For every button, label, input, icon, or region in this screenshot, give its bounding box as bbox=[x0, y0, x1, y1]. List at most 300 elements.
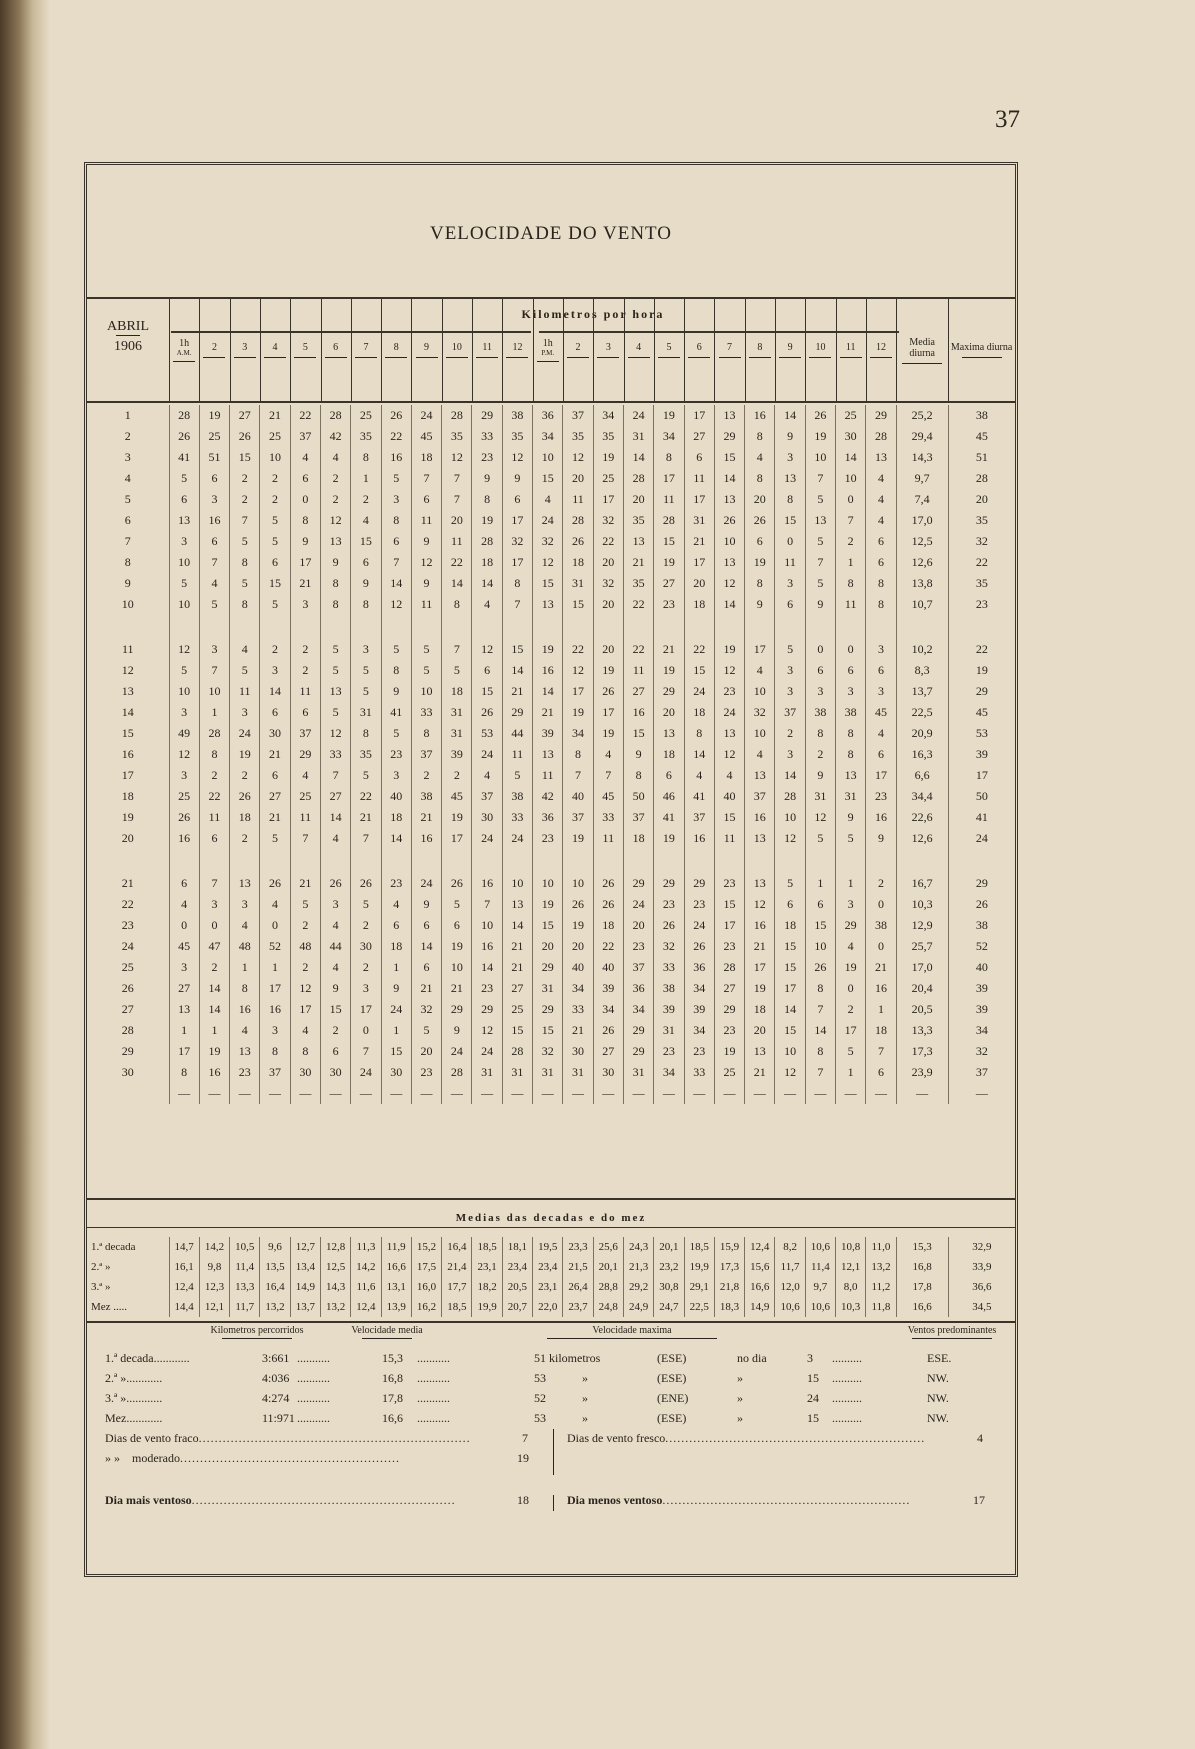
hour-value-cell: 29 bbox=[654, 681, 684, 702]
hour-value-cell: 6 bbox=[442, 915, 472, 936]
hour-value-cell: 21 bbox=[745, 936, 775, 957]
hour-value-cell: 28 bbox=[654, 510, 684, 531]
maxima-cell: 41 bbox=[948, 807, 1015, 828]
hour-value-cell: 11 bbox=[563, 489, 593, 510]
summary-label: Mez............ bbox=[105, 1411, 163, 1425]
hour-value-cell: 14 bbox=[805, 1020, 835, 1041]
hour-value-cell: 18 bbox=[745, 999, 775, 1020]
dash-cell: — bbox=[805, 1083, 835, 1104]
means-value-cell: 13,5 bbox=[260, 1257, 290, 1277]
summary-vento: NW. bbox=[927, 1391, 949, 1405]
hour-value-cell: 6 bbox=[836, 660, 866, 681]
hour-value-cell: 14 bbox=[775, 765, 805, 786]
hour-value-cell: 29 bbox=[472, 999, 502, 1020]
hour-value-cell: 8 bbox=[805, 978, 835, 999]
hour-value-cell: 13 bbox=[745, 1041, 775, 1062]
gap-cell bbox=[563, 849, 593, 873]
hour-value-cell: 3 bbox=[169, 957, 199, 978]
media-cell: 20,9 bbox=[896, 723, 948, 744]
means-value-cell: 11,0 bbox=[866, 1237, 896, 1257]
hour-value-cell: 25 bbox=[714, 1062, 744, 1083]
means-value-cell: 23,4 bbox=[533, 1257, 563, 1277]
hour-value-cell: 27 bbox=[502, 978, 532, 999]
hour-value-cell: 29 bbox=[623, 1041, 653, 1062]
hour-column-header bbox=[351, 299, 381, 401]
hour-value-cell: 14 bbox=[533, 681, 563, 702]
hour-value-cell: 1 bbox=[836, 873, 866, 894]
am-label: A.M. bbox=[176, 349, 192, 357]
media-cell: 10,3 bbox=[896, 894, 948, 915]
hour-value-cell: 7 bbox=[866, 1041, 896, 1062]
media-cell: 25,7 bbox=[896, 936, 948, 957]
hour-label: 9 bbox=[424, 342, 430, 353]
hour-label: 3 bbox=[605, 342, 611, 353]
hour-value-cell: 4 bbox=[320, 957, 350, 978]
gap-cell bbox=[411, 615, 441, 639]
hour-label: 1h bbox=[179, 338, 190, 349]
gap-cell bbox=[714, 615, 744, 639]
hour-value-cell: 11 bbox=[290, 807, 320, 828]
hour-value-cell: 20 bbox=[684, 573, 714, 594]
hour-value-cell: 12 bbox=[563, 660, 593, 681]
hour-value-cell: 6 bbox=[502, 489, 532, 510]
hour-value-cell: 2 bbox=[442, 765, 472, 786]
hour-value-cell: 26 bbox=[320, 873, 350, 894]
hour-value-cell: 16 bbox=[472, 936, 502, 957]
hour-value-cell: 31 bbox=[472, 1062, 502, 1083]
maxima-cell: 20 bbox=[948, 489, 1015, 510]
gap-cell bbox=[745, 849, 775, 873]
hour-value-cell: 40 bbox=[563, 786, 593, 807]
hour-value-cell: 11 bbox=[684, 468, 714, 489]
hour-value-cell: 2 bbox=[290, 915, 320, 936]
hour-value-cell: 5 bbox=[351, 894, 381, 915]
hour-value-cell: 27 bbox=[230, 405, 260, 426]
hour-value-cell: 18 bbox=[381, 936, 411, 957]
hour-label: 7 bbox=[727, 342, 733, 353]
hour-value-cell: 22 bbox=[593, 936, 623, 957]
table-row bbox=[87, 510, 1015, 531]
hour-value-cell: 10 bbox=[775, 1041, 805, 1062]
hour-value-cell: 29 bbox=[684, 873, 714, 894]
means-media-cell: 16,8 bbox=[896, 1257, 948, 1277]
day-cell: 22 bbox=[121, 897, 134, 911]
hour-value-cell: 25 bbox=[502, 999, 532, 1020]
summary-dots: .......... bbox=[832, 1371, 862, 1385]
hour-value-cell: 23 bbox=[714, 873, 744, 894]
hour-value-cell: 6 bbox=[775, 594, 805, 615]
gap-cell bbox=[775, 615, 805, 639]
hour-value-cell: 9 bbox=[866, 828, 896, 849]
kilometros-por-hora-label: Kilometros por hora bbox=[521, 307, 665, 321]
hour-value-cell: 5 bbox=[805, 828, 835, 849]
hour-value-cell: 11 bbox=[411, 510, 441, 531]
hour-value-cell: 3 bbox=[836, 681, 866, 702]
hour-value-cell: 13 bbox=[623, 531, 653, 552]
means-value-cell: 21,8 bbox=[714, 1277, 744, 1297]
means-value-cell: 20,5 bbox=[502, 1277, 532, 1297]
hour-value-cell: 35 bbox=[502, 426, 532, 447]
hour-value-cell: 19 bbox=[593, 723, 623, 744]
hour-value-cell: 0 bbox=[836, 489, 866, 510]
hour-value-cell: 19 bbox=[654, 660, 684, 681]
dash-cell: — bbox=[654, 1083, 684, 1104]
table-row bbox=[87, 426, 1015, 447]
table-row bbox=[87, 765, 1015, 786]
means-value-cell: 21,5 bbox=[563, 1257, 593, 1277]
summary-unit: » bbox=[582, 1371, 588, 1385]
hour-value-cell: 46 bbox=[654, 786, 684, 807]
hour-value-cell: 15 bbox=[351, 531, 381, 552]
means-label: 2.ª » bbox=[91, 1261, 111, 1273]
hour-value-cell: 35 bbox=[623, 573, 653, 594]
hour-value-cell: 8 bbox=[411, 723, 441, 744]
means-value-cell: 14,3 bbox=[320, 1277, 350, 1297]
means-bar bbox=[87, 1227, 1015, 1228]
hour-value-cell: 21 bbox=[502, 681, 532, 702]
hour-value-cell: 32 bbox=[411, 999, 441, 1020]
means-value-cell: 18,2 bbox=[472, 1277, 502, 1297]
hour-value-cell: 8 bbox=[866, 594, 896, 615]
gap-cell bbox=[866, 849, 896, 873]
summary-dia: 24 bbox=[807, 1391, 819, 1405]
footer-moderado-value: 19 bbox=[517, 1451, 529, 1465]
gap-cell bbox=[623, 615, 653, 639]
hour-value-cell: 10 bbox=[745, 723, 775, 744]
hour-value-cell: 28 bbox=[199, 723, 229, 744]
summary-dir: (ESE) bbox=[657, 1351, 687, 1365]
hour-value-cell: 21 bbox=[623, 552, 653, 573]
hour-label: 1h bbox=[542, 338, 553, 349]
hour-value-cell: 4 bbox=[320, 828, 350, 849]
hour-label: 4 bbox=[636, 342, 642, 353]
hour-value-cell: 1 bbox=[381, 1020, 411, 1041]
footer-mais-ventoso: Dia mais ventoso.................................................................. bbox=[105, 1493, 456, 1507]
hour-value-cell: 18 bbox=[381, 807, 411, 828]
hour-value-cell: 6 bbox=[411, 957, 441, 978]
dash-cell: — bbox=[623, 1083, 653, 1104]
hour-value-cell: 14 bbox=[775, 999, 805, 1020]
gap-cell bbox=[623, 849, 653, 873]
hour-value-cell: 39 bbox=[533, 723, 563, 744]
means-value-cell: 12,8 bbox=[320, 1237, 350, 1257]
gap-cell bbox=[533, 615, 563, 639]
hour-value-cell: 26 bbox=[260, 873, 290, 894]
dash-cell: — bbox=[948, 1083, 1015, 1104]
hour-value-cell: 28 bbox=[320, 405, 350, 426]
hour-value-cell: 22 bbox=[563, 639, 593, 660]
hour-value-cell: 10 bbox=[169, 681, 199, 702]
hour-value-cell: 10 bbox=[805, 936, 835, 957]
dash-cell: — bbox=[442, 1083, 472, 1104]
hour-column-header bbox=[745, 299, 775, 401]
hour-value-cell: 8 bbox=[381, 660, 411, 681]
hour-value-cell: 4 bbox=[230, 915, 260, 936]
means-maxima-cell: 32,9 bbox=[948, 1237, 1015, 1257]
hour-value-cell: 4 bbox=[714, 765, 744, 786]
day-cell: 6 bbox=[124, 513, 131, 527]
dash-row bbox=[87, 1083, 1015, 1104]
hour-value-cell: 24 bbox=[442, 1041, 472, 1062]
means-value-cell: 12,1 bbox=[836, 1257, 866, 1277]
hour-value-cell: 16 bbox=[230, 999, 260, 1020]
hour-value-cell: 15 bbox=[533, 1020, 563, 1041]
hour-value-cell: 0 bbox=[836, 639, 866, 660]
dash-cell: — bbox=[896, 1083, 948, 1104]
hour-value-cell: 10 bbox=[169, 552, 199, 573]
hour-value-cell: 6 bbox=[169, 873, 199, 894]
day-cell: 5 bbox=[124, 492, 131, 506]
hour-value-cell: 8 bbox=[805, 723, 835, 744]
hour-value-cell: 16 bbox=[260, 999, 290, 1020]
page-title: VELOCIDADE DO VENTO bbox=[429, 223, 673, 244]
dash-cell: — bbox=[169, 1083, 199, 1104]
hour-value-cell: 26 bbox=[472, 702, 502, 723]
hour-value-cell: 1 bbox=[230, 957, 260, 978]
hour-column-header bbox=[775, 299, 805, 401]
gap-cell bbox=[320, 849, 350, 873]
hour-column-header bbox=[442, 299, 472, 401]
hour-value-cell: 20 bbox=[745, 1020, 775, 1041]
maxima-cell: 39 bbox=[948, 999, 1015, 1020]
maxima-cell: 29 bbox=[948, 873, 1015, 894]
hour-value-cell: 17 bbox=[502, 510, 532, 531]
gap-cell bbox=[411, 849, 441, 873]
hour-value-cell: 8 bbox=[745, 426, 775, 447]
hour-value-cell: 2 bbox=[351, 957, 381, 978]
means-value-cell: 12,0 bbox=[775, 1277, 805, 1297]
hour-value-cell: 3 bbox=[775, 744, 805, 765]
hour-value-cell: 12 bbox=[775, 1062, 805, 1083]
hour-value-cell: 3 bbox=[290, 594, 320, 615]
dash-cell: — bbox=[684, 1083, 714, 1104]
hour-value-cell: 13 bbox=[745, 765, 775, 786]
gap-cell bbox=[948, 615, 1015, 639]
means-value-cell: 10,6 bbox=[805, 1237, 835, 1257]
hour-value-cell: 45 bbox=[442, 786, 472, 807]
hour-value-cell: 24 bbox=[684, 915, 714, 936]
hour-value-cell: 30 bbox=[290, 1062, 320, 1083]
hour-column-header bbox=[230, 299, 260, 401]
hour-value-cell: 17 bbox=[684, 552, 714, 573]
hour-value-cell: 44 bbox=[502, 723, 532, 744]
hour-value-cell: 26 bbox=[593, 681, 623, 702]
hour-value-cell: 37 bbox=[623, 807, 653, 828]
hour-value-cell: 7 bbox=[502, 594, 532, 615]
hour-value-cell: 31 bbox=[533, 1062, 563, 1083]
hour-value-cell: 26 bbox=[745, 510, 775, 531]
hour-value-cell: 11 bbox=[411, 594, 441, 615]
hour-value-cell: 10 bbox=[836, 468, 866, 489]
hour-value-cell: 3 bbox=[775, 681, 805, 702]
maxima-cell: 50 bbox=[948, 786, 1015, 807]
table-row bbox=[87, 957, 1015, 978]
hour-value-cell: 18 bbox=[775, 915, 805, 936]
gap-cell bbox=[654, 849, 684, 873]
maxima-cell: 35 bbox=[948, 510, 1015, 531]
means-value-cell: 29,2 bbox=[623, 1277, 653, 1297]
hour-label: 6 bbox=[333, 342, 339, 353]
hour-value-cell: 17 bbox=[502, 552, 532, 573]
page-number: 37 bbox=[995, 106, 1020, 133]
hour-value-cell: 16 bbox=[199, 1062, 229, 1083]
hour-value-cell: 24 bbox=[472, 828, 502, 849]
means-value-cell: 13,4 bbox=[290, 1257, 320, 1277]
hour-value-cell: 17 bbox=[714, 915, 744, 936]
hour-value-cell: 12 bbox=[290, 978, 320, 999]
hour-value-cell: 15 bbox=[714, 894, 744, 915]
hour-column-header bbox=[199, 299, 229, 401]
hour-value-cell: 35 bbox=[593, 426, 623, 447]
hour-value-cell: 4 bbox=[290, 1020, 320, 1041]
hour-value-cell: 6 bbox=[866, 1062, 896, 1083]
hour-value-cell: 31 bbox=[563, 1062, 593, 1083]
day-cell: 24 bbox=[121, 939, 134, 953]
hour-value-cell: 30 bbox=[351, 936, 381, 957]
hour-value-cell: 30 bbox=[836, 426, 866, 447]
gap-cell bbox=[866, 615, 896, 639]
hour-value-cell: 9 bbox=[775, 426, 805, 447]
means-value-cell: 11,7 bbox=[230, 1297, 260, 1317]
means-label: Mez ..... bbox=[91, 1301, 128, 1313]
hour-value-cell: 6 bbox=[199, 828, 229, 849]
hour-value-cell: 11 bbox=[442, 531, 472, 552]
hour-value-cell: 33 bbox=[472, 426, 502, 447]
hour-value-cell: 38 bbox=[654, 978, 684, 999]
hour-value-cell: 21 bbox=[533, 702, 563, 723]
hour-value-cell: 45 bbox=[411, 426, 441, 447]
hour-value-cell: 30 bbox=[260, 723, 290, 744]
hour-value-cell: 15 bbox=[775, 510, 805, 531]
hour-value-cell: 2 bbox=[320, 1020, 350, 1041]
hour-value-cell: 33 bbox=[654, 957, 684, 978]
dash-cell: — bbox=[230, 1083, 260, 1104]
hour-value-cell: 11 bbox=[714, 828, 744, 849]
means-value-cell: 22,5 bbox=[684, 1297, 714, 1317]
summary-header-km: Kilometros percorridos bbox=[187, 1325, 327, 1339]
hour-value-cell: 9 bbox=[411, 531, 441, 552]
hour-value-cell: 7 bbox=[320, 765, 350, 786]
hour-value-cell: 15 bbox=[805, 915, 835, 936]
day-cell: 20 bbox=[121, 831, 134, 845]
hour-value-cell: 37 bbox=[563, 807, 593, 828]
hour-value-cell: 21 bbox=[866, 957, 896, 978]
hour-value-cell: 41 bbox=[684, 786, 714, 807]
hour-value-cell: 47 bbox=[199, 936, 229, 957]
hour-value-cell: 29 bbox=[442, 999, 472, 1020]
hour-value-cell: 24 bbox=[411, 873, 441, 894]
hour-value-cell: 10 bbox=[745, 681, 775, 702]
hour-value-cell: 33 bbox=[593, 807, 623, 828]
hour-value-cell: 26 bbox=[714, 510, 744, 531]
hour-value-cell: 3 bbox=[351, 978, 381, 999]
gap-cell bbox=[442, 849, 472, 873]
means-row bbox=[87, 1277, 1015, 1297]
hour-value-cell: 41 bbox=[381, 702, 411, 723]
day-cell: 29 bbox=[121, 1044, 134, 1058]
hour-label: 12 bbox=[876, 342, 887, 353]
hour-value-cell: 22 bbox=[623, 594, 653, 615]
hour-column-header bbox=[805, 299, 835, 401]
dash-cell: — bbox=[745, 1083, 775, 1104]
hour-value-cell: 17 bbox=[593, 702, 623, 723]
hour-value-cell: 14 bbox=[381, 828, 411, 849]
media-cell: 6,6 bbox=[896, 765, 948, 786]
table-row bbox=[87, 594, 1015, 615]
hour-value-cell: 8 bbox=[775, 489, 805, 510]
day-cell: 2 bbox=[124, 429, 131, 443]
hour-value-cell: 12 bbox=[563, 447, 593, 468]
hour-value-cell: 5 bbox=[169, 660, 199, 681]
means-value-cell: 9,6 bbox=[260, 1237, 290, 1257]
hour-value-cell: 37 bbox=[775, 702, 805, 723]
summary-dir: (ESE) bbox=[657, 1411, 687, 1425]
hour-value-cell: 5 bbox=[260, 510, 290, 531]
hour-value-cell: 28 bbox=[866, 426, 896, 447]
footer-moderado: » » moderado....................................................... bbox=[105, 1451, 400, 1465]
hour-value-cell: 13 bbox=[866, 447, 896, 468]
means-value-cell: 13,2 bbox=[866, 1257, 896, 1277]
hour-value-cell: 20 bbox=[533, 936, 563, 957]
media-cell: 12,6 bbox=[896, 552, 948, 573]
maxima-cell: 51 bbox=[948, 447, 1015, 468]
hour-value-cell: 23 bbox=[714, 936, 744, 957]
pm-label: P.M. bbox=[541, 349, 555, 357]
hour-value-cell: 16 bbox=[533, 660, 563, 681]
means-value-cell: 14,9 bbox=[745, 1297, 775, 1317]
table-row bbox=[87, 681, 1015, 702]
hour-value-cell: 4 bbox=[866, 510, 896, 531]
hour-value-cell: 8 bbox=[230, 978, 260, 999]
hour-label: 8 bbox=[393, 342, 399, 353]
hour-value-cell: 28 bbox=[623, 468, 653, 489]
hour-value-cell: 2 bbox=[836, 999, 866, 1020]
summary-separator bbox=[87, 1321, 1015, 1323]
summary-dots: .......... bbox=[832, 1411, 862, 1425]
hour-value-cell: 9 bbox=[805, 765, 835, 786]
maxima-cell: 26 bbox=[948, 894, 1015, 915]
means-value-cell: 18,3 bbox=[714, 1297, 744, 1317]
hour-value-cell: 33 bbox=[563, 999, 593, 1020]
hour-value-cell: 19 bbox=[745, 978, 775, 999]
hour-value-cell: 26 bbox=[169, 807, 199, 828]
dash-cell: — bbox=[320, 1083, 350, 1104]
hour-value-cell: 23 bbox=[654, 894, 684, 915]
hour-value-cell: 26 bbox=[593, 1020, 623, 1041]
hour-value-cell: 31 bbox=[684, 510, 714, 531]
means-value-cell: 29,1 bbox=[684, 1277, 714, 1297]
means-value-cell: 14,2 bbox=[199, 1237, 229, 1257]
hour-value-cell: 38 bbox=[805, 702, 835, 723]
maxima-cell: 35 bbox=[948, 573, 1015, 594]
hour-value-cell: 15 bbox=[502, 639, 532, 660]
media-cell: 12,5 bbox=[896, 531, 948, 552]
hour-value-cell: 15 bbox=[533, 915, 563, 936]
hour-value-cell: 34 bbox=[684, 1020, 714, 1041]
hour-value-cell: 40 bbox=[563, 957, 593, 978]
hour-value-cell: 5 bbox=[230, 531, 260, 552]
hour-value-cell: 27 bbox=[714, 978, 744, 999]
table-row bbox=[87, 489, 1015, 510]
hour-value-cell: 29 bbox=[866, 405, 896, 426]
hour-value-cell: 15 bbox=[775, 957, 805, 978]
hour-value-cell: 17 bbox=[745, 957, 775, 978]
gap-cell bbox=[948, 849, 1015, 873]
hour-value-cell: 36 bbox=[533, 405, 563, 426]
hour-value-cell: 14 bbox=[714, 594, 744, 615]
hour-value-cell: 27 bbox=[260, 786, 290, 807]
hour-value-cell: 3 bbox=[169, 702, 199, 723]
